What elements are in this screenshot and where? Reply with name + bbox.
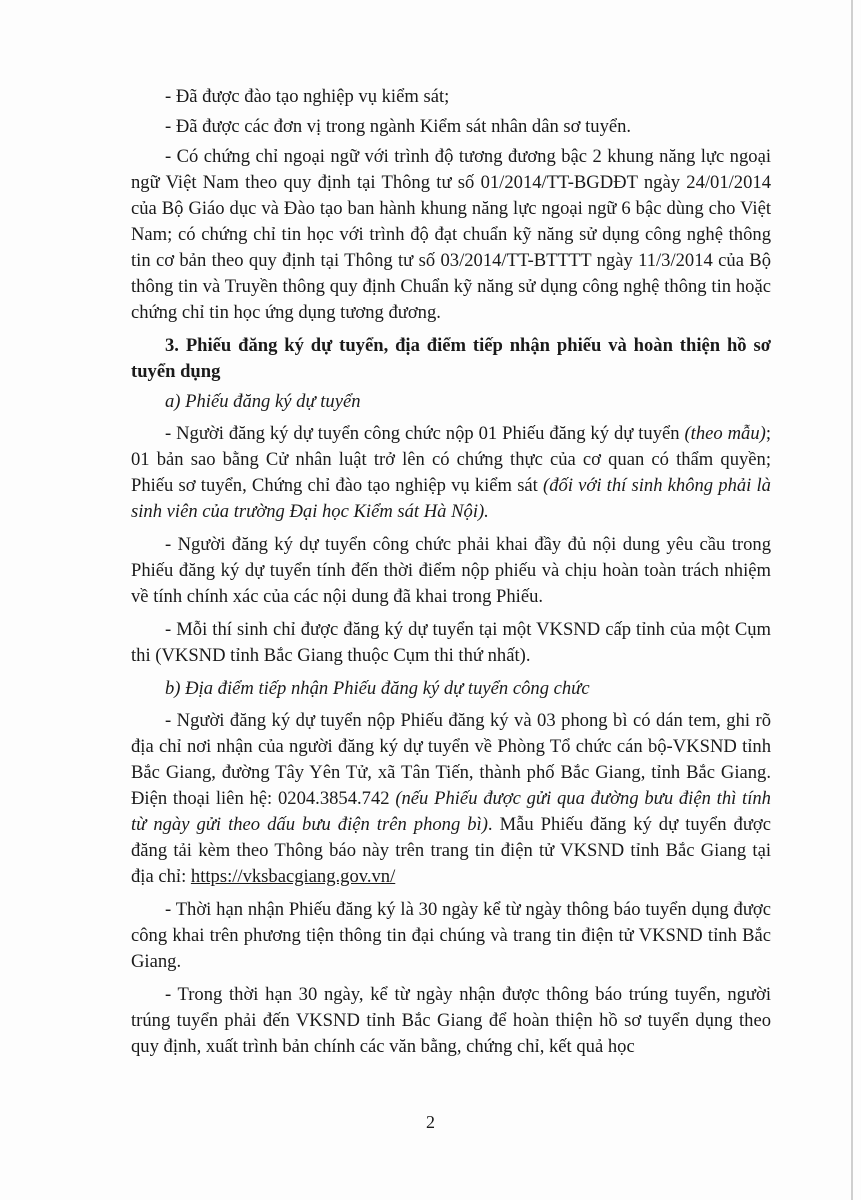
paragraph-b1 bbox=[131, 708, 771, 890]
b1-italic: (nếu Phiếu được gửi qua đường bưu điện thì tính từ ngày gửi theo dấu bưu điện trên phong bì) bbox=[131, 788, 771, 835]
a1-text-2: ; 01 bản sao bằng Cử nhân luật trở lên có chứng thực của cơ quan có thẩm quyền; Phiếu sơ tuyển, Chứng chỉ đào tạo nghiệp vụ kiểm sát bbox=[131, 423, 771, 496]
section-3-heading: 3. Phiếu đăng ký dự tuyển, địa điểm tiếp nhận phiếu và hoàn thiện hồ sơ tuyển dụng bbox=[131, 335, 771, 382]
a1-text-1: - Người đăng ký dự tuyển công chức nộp 01 Phiếu đăng ký dự tuyển bbox=[165, 423, 685, 444]
website-link[interactable]: https://vksbacgiang.gov.vn/ bbox=[190, 866, 396, 887]
paragraph-preselection: - Đã được các đơn vị trong ngành Kiểm sát nhân dân sơ tuyển. bbox=[165, 116, 632, 137]
a1-italic-2: (đối với thí sinh không phải là sinh viên của trường Đại học Kiểm sát Hà Nội). bbox=[131, 475, 771, 522]
page-number: 2 bbox=[426, 1112, 435, 1132]
paragraph-b3: - Trong thời hạn 30 ngày, kể từ ngày nhận được thông báo trúng tuyển, người trúng tuyển phải đến VKSND tỉnh Bắc Giang để hoàn thiện hồ sơ tuyển dụng theo quy định, xuất trình bản chính các văn bằng, chứng chỉ, kết quả học bbox=[131, 984, 771, 1057]
scan-edge-line bbox=[851, 0, 853, 1200]
paragraph-training: - Đã được đào tạo nghiệp vụ kiểm sát; bbox=[165, 86, 450, 107]
paragraph-b2: - Thời hạn nhận Phiếu đăng ký là 30 ngày kể từ ngày thông báo tuyển dụng được công khai trên phương tiện thông tin đại chúng và trang tin điện tử VKSND tỉnh Bắc Giang. bbox=[131, 899, 771, 972]
paragraph-a2: - Người đăng ký dự tuyển công chức phải khai đầy đủ nội dung yêu cầu trong Phiếu đăng ký dự tuyển tính đến thời điểm nộp phiếu và chịu hoàn toàn trách nhiệm về tính chính xác của các nội dung đã khai trong Phiếu. bbox=[131, 534, 771, 607]
subsection-a-heading: a) Phiếu đăng ký dự tuyển bbox=[165, 391, 361, 412]
document-body bbox=[131, 84, 771, 1067]
subsection-b-heading: b) Địa điểm tiếp nhận Phiếu đăng ký dự tuyển công chức bbox=[165, 678, 590, 699]
a1-italic-1: (theo mẫu) bbox=[684, 423, 766, 444]
paragraph-certificates: - Có chứng chỉ ngoại ngữ với trình độ tương đương bậc 2 khung năng lực ngoại ngữ Việt Nam theo quy định tại Thông tư số 01/2014/TT-BGDĐT ngày 24/01/2014 của Bộ Giáo dục và Đào tạo ban hành khung năng lực ngoại ngữ 6 bậc dùng cho Việt Nam; có chứng chỉ tin học với trình độ đạt chuẩn kỹ năng sử dụng công nghệ thông tin cơ bản theo quy định tại Thông tư số 03/2014/TT-BTTTT ngày 11/3/2014 của Bộ thông tin và Truyền thông quy định Chuẩn kỹ năng sử dụng công nghệ thông tin hoặc chứng chỉ tin học ứng dụng tương đương. bbox=[131, 146, 771, 323]
b1-text-2: . Mẫu Phiếu đăng ký dự tuyển được đăng tải kèm theo Thông báo này trên trang tin điện tử VKSND tỉnh Bắc Giang tại địa chỉ: bbox=[131, 814, 771, 887]
paragraph-a1 bbox=[131, 421, 771, 525]
paragraph-a3: - Mỗi thí sinh chỉ được đăng ký dự tuyển tại một VKSND cấp tỉnh của một Cụm thi (VKSND tỉnh Bắc Giang thuộc Cụm thi thứ nhất). bbox=[131, 619, 771, 666]
b1-text-1: - Người đăng ký dự tuyển nộp Phiếu đăng ký và 03 phong bì có dán tem, ghi rõ địa chỉ nơi nhận của người đăng ký dự tuyển về Phòng Tổ chức cán bộ-VKSND tỉnh Bắc Giang, đường Tây Yên Tử, xã Tân Tiến, thành phố Bắc Giang, tỉnh Bắc Giang. Điện thoại liên hệ: 0204.3854.742 bbox=[131, 710, 771, 809]
